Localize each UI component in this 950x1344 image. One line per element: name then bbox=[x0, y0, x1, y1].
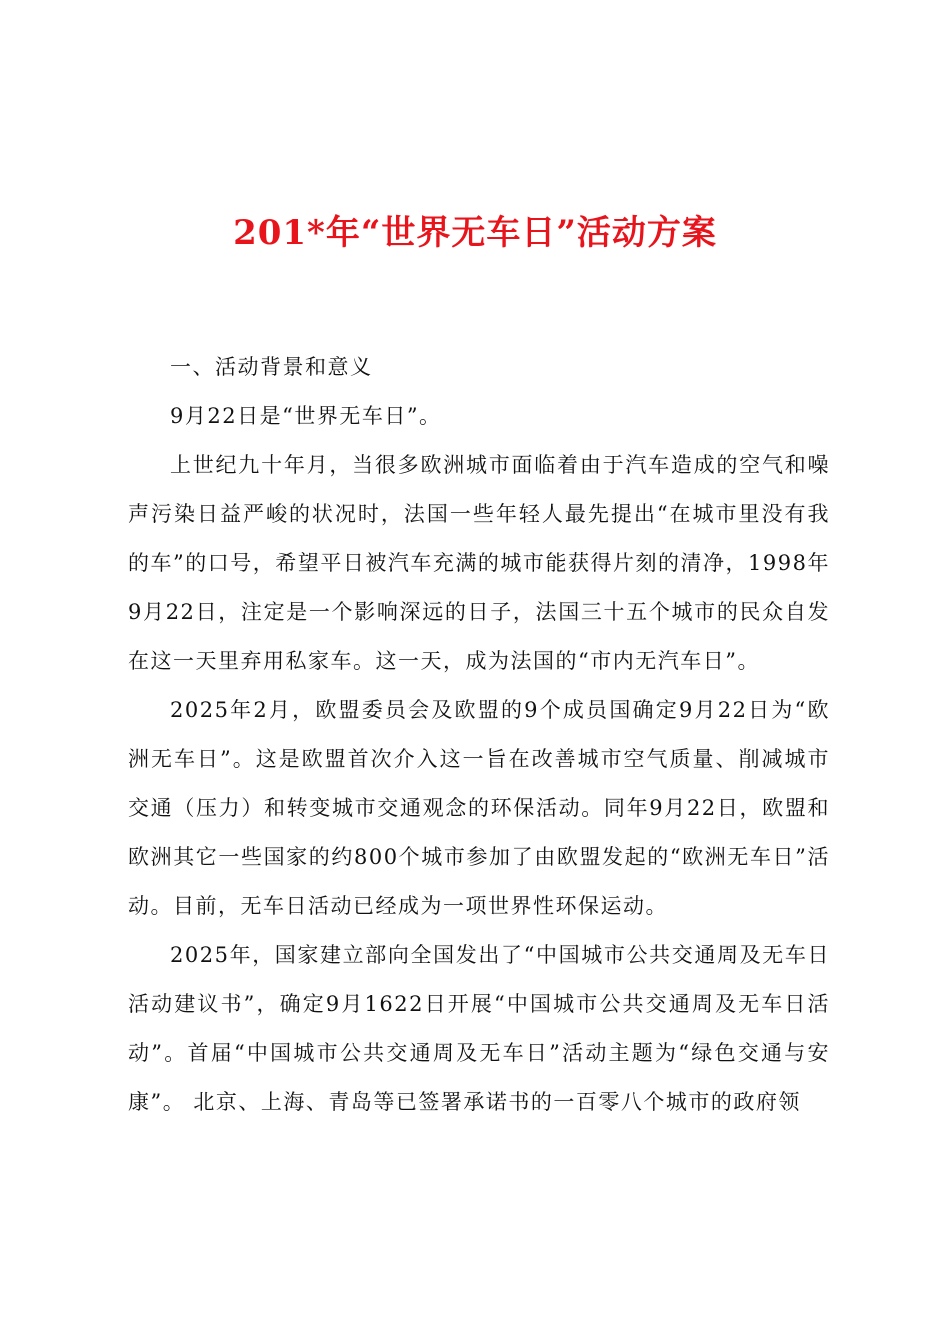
paragraph-history-france: 上世纪九十年月，当很多欧洲城市面临着由于汽车造成的空气和噪声污染日益严峻的状况时，法国一些年轻人最先提出“在城市里没有我的车”的口号，希望平日被汽车充满的城市能获得片刻的清净，1998年9月22日，注定是一个影响深远的日子，法国三十五个城市的民众自发在这一天里弃用私家车。这一天，成为法国的“市内无汽车日”。 bbox=[128, 453, 830, 673]
paragraph-date: 9月22日是“世界无车日”。 bbox=[170, 404, 442, 428]
document-title: 201*年“世界无车日”活动方案 bbox=[233, 213, 717, 253]
paragraph-history-eu: 2025年2月，欧盟委员会及欧盟的9个成员国确定9月22日为“欧洲无车日”。这是欧盟首次介入这一旨在改善城市空气质量、削减城市交通（压力）和转变城市交通观念的环保活动。同年9月22日，欧盟和欧洲其它一些国家的约800个城市参加了由欧盟发起的“欧洲无车日”活动。目前，无车日活动已经成为一项世界性环保运动。 bbox=[128, 698, 830, 918]
document-body bbox=[128, 343, 830, 1127]
paragraph-history-china: 2025年，国家建立部向全国发出了“中国城市公共交通周及无车日活动建议书”，确定9月1622日开展“中国城市公共交通周及无车日活动”。首届“中国城市公共交通周及无车日”活动主题为“绿色交通与安康”。 北京、上海、青岛等已签署承诺书的一百零八个城市的政府领 bbox=[128, 943, 830, 1114]
section-heading-background: 一、活动背景和意义 bbox=[170, 355, 373, 379]
